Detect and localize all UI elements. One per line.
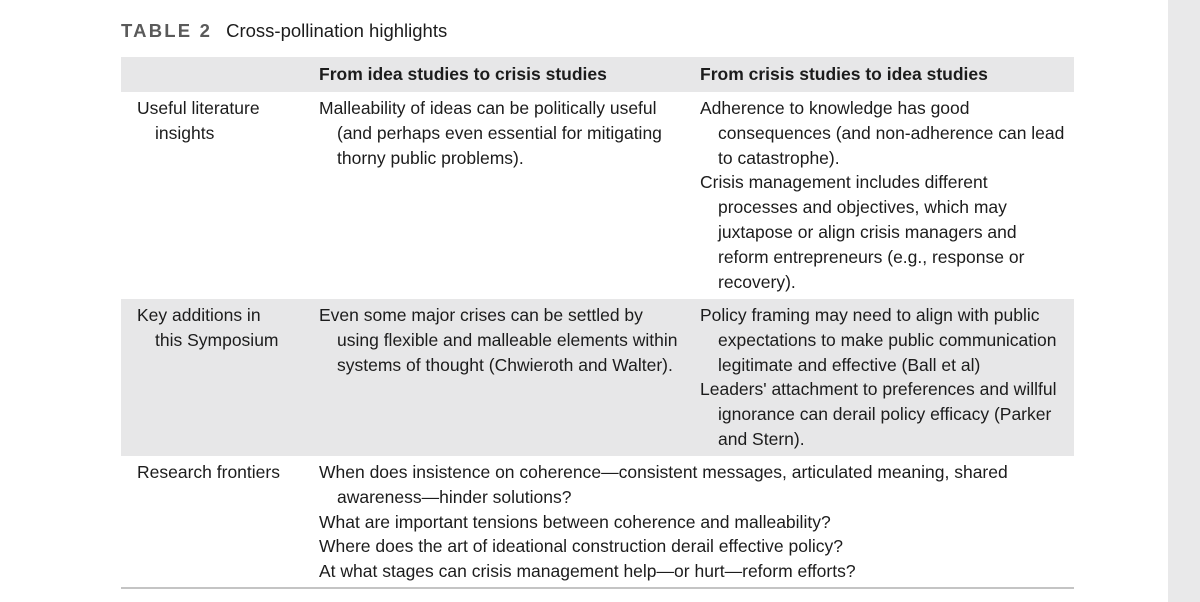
cell-key-idea-to-crisis	[319, 303, 679, 377]
cell-useful-crisis-to-idea	[700, 96, 1065, 294]
cell-paragraph: What are important tensions between coherence and malleability?	[319, 511, 831, 532]
table-bottom-rule	[121, 587, 1074, 589]
cell-paragraph: When does insistence on coherence—consistent messages, articulated meaning, shared awareness—hinder solutions?	[319, 462, 1008, 507]
cell-research-frontiers-merged	[319, 460, 1009, 584]
table-title: Cross-pollination highlights	[226, 20, 448, 41]
column-header-idea-to-crisis: From idea studies to crisis studies	[319, 64, 607, 84]
row-label-key-additions	[137, 303, 292, 353]
cell-paragraph: Malleability of ideas can be politically useful (and perhaps even essential for mitigating thorny public problems).	[319, 98, 662, 168]
cell-useful-idea-to-crisis	[319, 96, 674, 170]
cell-paragraph: Leaders' attachment to preferences and willful ignorance can derail policy efficacy (Parker and Stern).	[700, 379, 1057, 449]
cell-paragraph: Even some major crises can be settled by using flexible and malleable elements within systems of thought (Chwieroth and Walter).	[319, 305, 678, 375]
cell-paragraph: Crisis management includes different processes and objectives, which may juxtapose or align crisis managers and reform entrepreneurs (e.g., response or recovery).	[700, 172, 1025, 292]
row-label-text: Key additions in this Symposium	[137, 305, 279, 350]
cell-paragraph: Where does the art of ideational construction derail effective policy?	[319, 536, 844, 557]
cell-paragraph: Adherence to knowledge has good consequences (and non-adherence can lead to catastrophe).	[700, 98, 1065, 168]
cell-paragraph: Policy framing may need to align with public expectations to make public communication legitimate and effective (Ball et al)	[700, 305, 1057, 375]
table-number: TABLE 2	[121, 20, 213, 41]
row-label-research-frontiers	[137, 460, 307, 485]
cell-key-crisis-to-idea	[700, 303, 1070, 452]
cell-paragraph: At what stages can crisis management help—or hurt—reform efforts?	[319, 561, 856, 582]
row-label-text: Research frontiers	[137, 462, 280, 482]
row-label-useful-literature	[137, 96, 292, 146]
row-label-text: Useful literature insights	[137, 98, 260, 143]
column-header-crisis-to-idea: From crisis studies to idea studies	[700, 64, 988, 84]
table-caption	[121, 20, 447, 42]
